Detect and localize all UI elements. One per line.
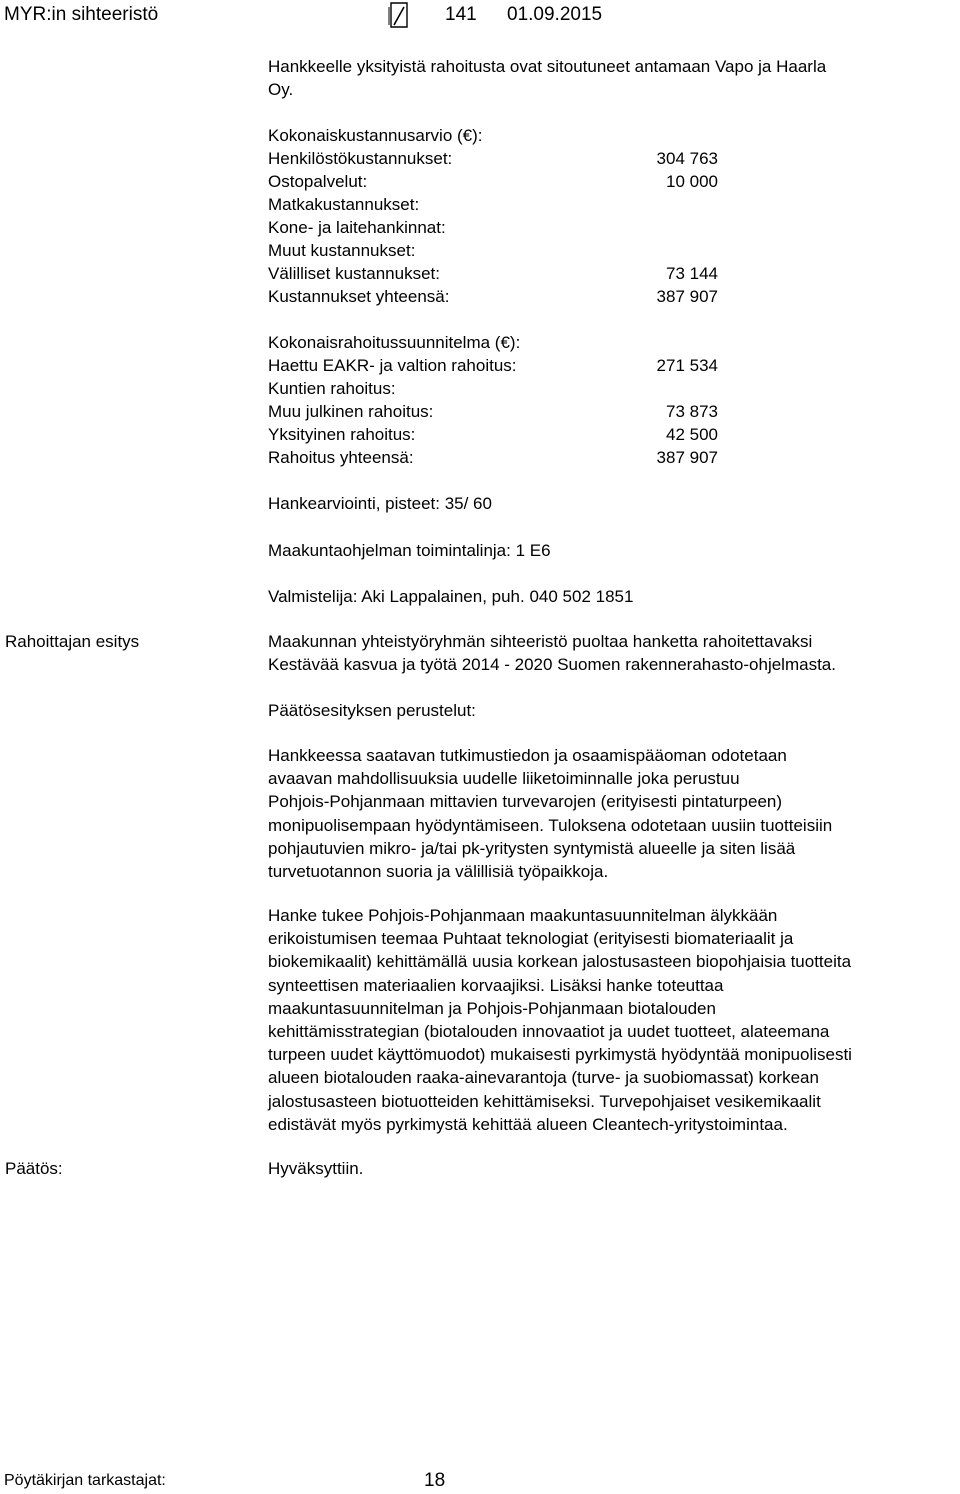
paragraph-line: Hankkeessa saatavan tutkimustiedon ja osaamispääoman odotetaan xyxy=(268,746,787,765)
committee-title: MYR:in sihteeristö xyxy=(4,4,159,25)
paragraph-line: kehittämisstrategian (biotalouden innovaatiot ja uudet tuotteet, alateemana xyxy=(268,1022,830,1042)
document-icon xyxy=(386,1,412,29)
paragraph-line: jalostusasteen biotuotteiden kehittämiseksi. Turvepohjaiset vesikemikaalit xyxy=(268,1091,821,1111)
cost-label: Matkakustannukset: xyxy=(268,195,420,214)
funding-label: Yksityinen rahoitus: xyxy=(268,425,416,444)
footer-reviewers-label: Pöytäkirjan tarkastajat: xyxy=(4,1472,166,1489)
cost-value: 304 763 xyxy=(656,149,718,168)
justification-title: Päätösesityksen perustelut: xyxy=(268,701,476,720)
cost-row xyxy=(268,147,718,170)
paragraph-line: biokemikaalit) kehittämällä uusia korkean jalostusasteen biopohjaisia tuotteita xyxy=(268,952,852,972)
proposal-label: Rahoittajan esitys xyxy=(5,632,140,651)
footer-page-number: 18 xyxy=(424,1470,446,1491)
paragraph-line: pohjautuvien mikro- ja/tai pk-yritysten syntymistä alueelle ja siten lisää xyxy=(268,838,796,858)
paragraph-line: turvetuotannon suoria ja välillisiä työpaikkoja. xyxy=(268,862,609,882)
paragraph-line: synteettisen materiaalien korvaajiksi. Lisäksi hanke toteuttaa xyxy=(268,975,724,995)
cost-value: 73 144 xyxy=(666,264,718,283)
private-funding-line-1: Hankkeelle yksityistä rahoitusta ovat sitoutuneet antamaan Vapo ja Haarla xyxy=(268,57,827,76)
funding-value: 271 534 xyxy=(656,356,718,375)
cost-label: Välilliset kustannukset: xyxy=(268,264,440,283)
cost-row xyxy=(268,193,718,216)
preparer-info: Valmistelija: Aki Lappalainen, puh. 040 502 1851 xyxy=(268,587,634,606)
funding-row xyxy=(268,354,718,377)
funding-value: 73 873 xyxy=(666,402,718,421)
justification-paragraph-2 xyxy=(268,904,958,1136)
cost-label: Kone- ja laitehankinnat: xyxy=(268,218,446,237)
cost-row xyxy=(268,170,718,193)
project-evaluation: Hankearviointi, pisteet: 35/ 60 xyxy=(268,494,492,513)
proposal-line-1: Maakunnan yhteistyöryhmän sihteeristö puoltaa hanketta rahoitettavaksi xyxy=(268,632,813,651)
funding-value: 387 907 xyxy=(656,448,718,467)
cost-row xyxy=(268,239,718,262)
cost-label: Kustannukset yhteensä: xyxy=(268,287,450,306)
cost-total-row xyxy=(268,285,718,308)
paragraph-line: Pohjois-Pohjanmaan mittavien turvevarojen (erityisesti pintaturpeen) xyxy=(268,792,783,812)
proposal-line-2: Kestävää kasvua ja työtä 2014 - 2020 Suomen rakennerahasto-ohjelmasta. xyxy=(268,655,836,674)
cost-row xyxy=(268,262,718,285)
justification-paragraph-1 xyxy=(268,744,958,883)
funding-label: Rahoitus yhteensä: xyxy=(268,448,414,467)
funding-label: Kuntien rahoitus: xyxy=(268,379,396,398)
funding-label: Haettu EAKR- ja valtion rahoitus: xyxy=(268,356,517,375)
program-line: Maakuntaohjelman toimintalinja: 1 E6 xyxy=(268,541,551,560)
page-number: 141 xyxy=(445,4,477,25)
cost-label: Ostopalvelut: xyxy=(268,172,368,191)
paragraph-line: monipuolisempaan hyödyntämiseen. Tuloksena odotetaan uusiin tuotteisiin xyxy=(268,815,833,835)
funding-row xyxy=(268,423,718,446)
funding-row xyxy=(268,400,718,423)
paragraph-line: edistävät myös pyrkimystä kehittää alueen Cleantech-yritystoimintaa. xyxy=(268,1114,788,1134)
funding-plan-title: Kokonaisrahoitussuunnitelma (€): xyxy=(268,333,521,352)
paragraph-line: avaavan mahdollisuuksia uudelle liiketoiminnalle joka perustuu xyxy=(268,769,740,789)
funding-total-row xyxy=(268,446,718,469)
funding-label: Muu julkinen rahoitus: xyxy=(268,402,434,421)
funding-value: 42 500 xyxy=(666,425,718,444)
cost-value: 10 000 xyxy=(666,172,718,191)
cost-value: 387 907 xyxy=(656,287,718,306)
paragraph-line: erikoistumisen teemaa Puhtaat teknologiat (erityisesti biomateriaalit ja xyxy=(268,929,794,949)
cost-row xyxy=(268,216,718,239)
paragraph-line: alueen biotalouden raaka-ainevarantoja (turve- ja suobiomassat) korkean xyxy=(268,1068,819,1088)
paragraph-line: Hanke tukee Pohjois-Pohjanmaan maakuntasuunnitelman älykkään xyxy=(268,906,778,925)
private-funding-line-2: Oy. xyxy=(268,80,294,99)
paragraph-line: turpeen uudet käyttömuodot) mukaisesti pyrkimystä hyödyntää monipuolisesti xyxy=(268,1045,852,1065)
document-date: 01.09.2015 xyxy=(507,4,603,25)
cost-label: Henkilöstökustannukset: xyxy=(268,149,453,168)
decision-label: Päätös: xyxy=(5,1159,63,1178)
funding-row xyxy=(268,377,718,400)
cost-label: Muut kustannukset: xyxy=(268,241,416,260)
paragraph-line: maakuntasuunnitelman ja Pohjois-Pohjanmaan biotalouden xyxy=(268,998,716,1018)
cost-estimate-title: Kokonaiskustannusarvio (€): xyxy=(268,126,483,145)
decision-value: Hyväksyttiin. xyxy=(268,1159,364,1178)
